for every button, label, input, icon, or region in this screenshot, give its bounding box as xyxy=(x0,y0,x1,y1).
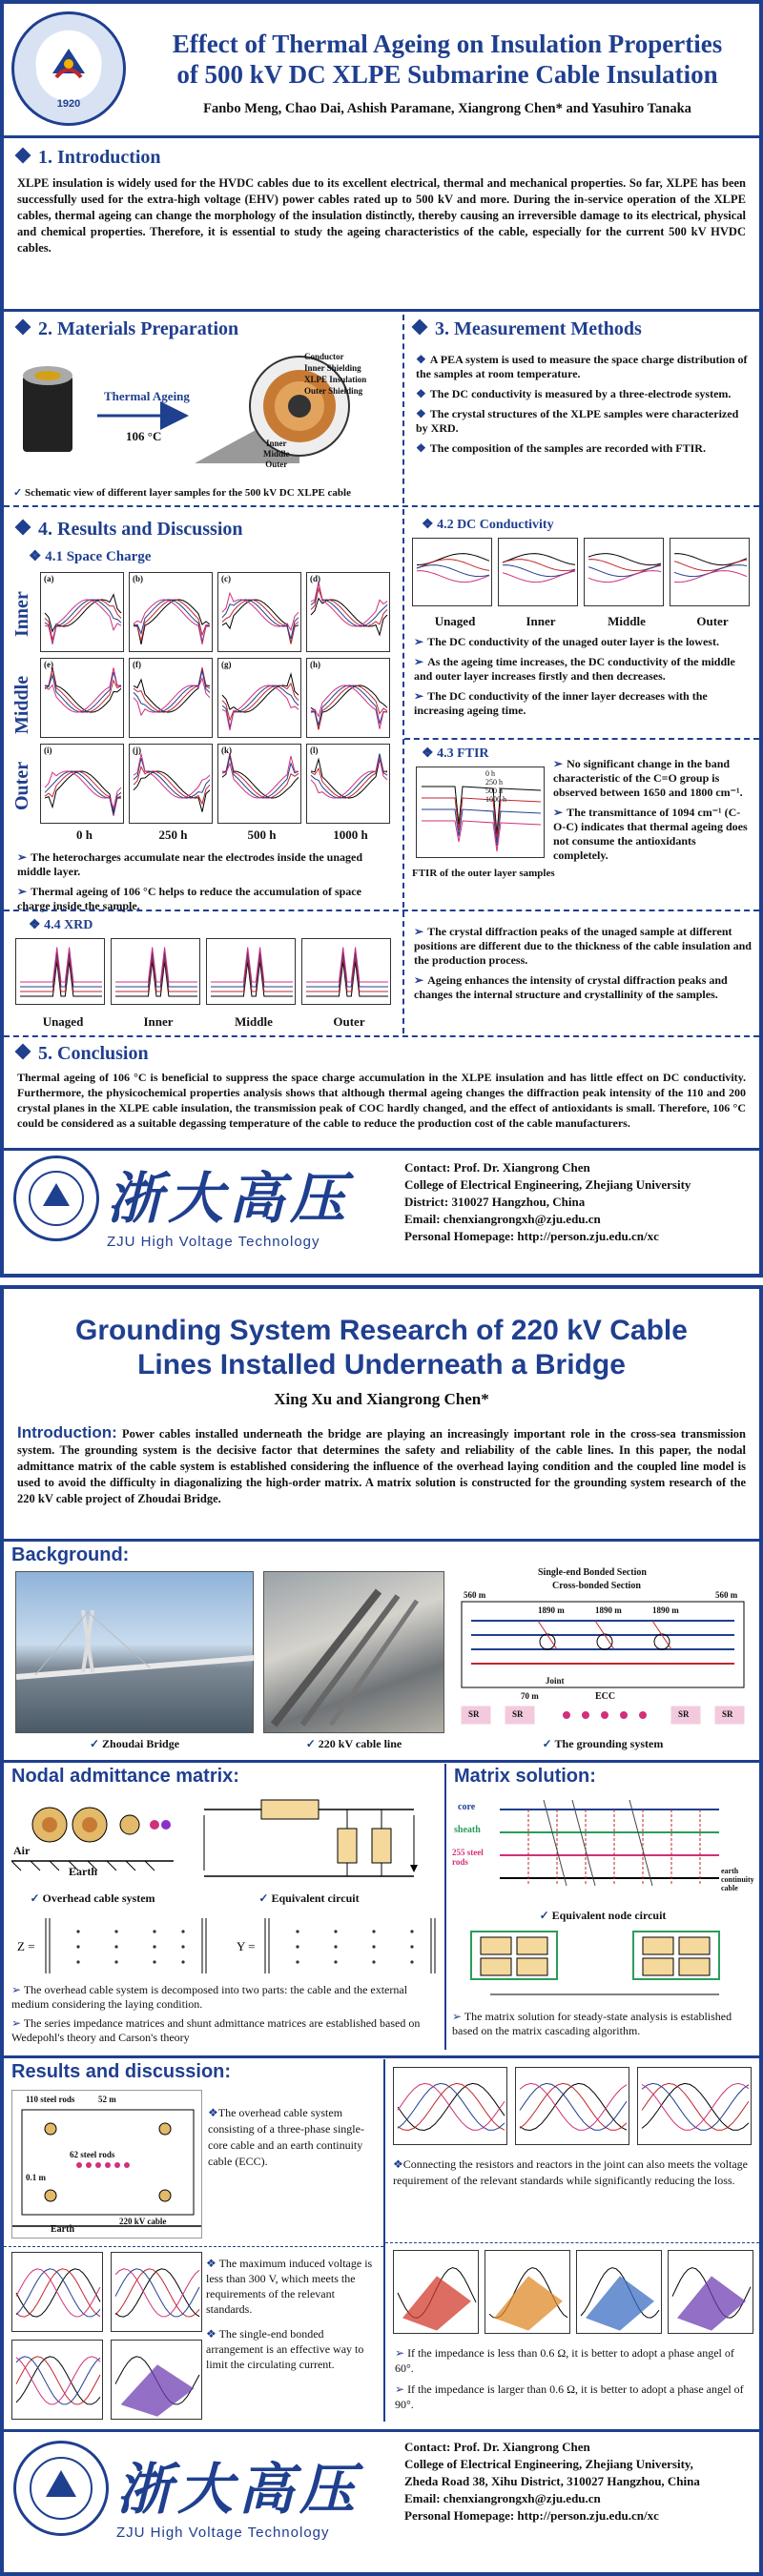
contact-homepage[interactable]: Personal Homepage: http://person.zju.edu.cn/xc xyxy=(404,2508,659,2523)
materials-figure xyxy=(13,349,395,482)
xrd-plot xyxy=(111,938,200,1005)
label-1890m-2: 1890 m xyxy=(595,1605,622,1615)
temperature-label: 106 °C xyxy=(126,429,162,443)
section-divider xyxy=(4,505,759,507)
section-divider-vertical xyxy=(402,911,404,1033)
plot-line xyxy=(503,560,575,571)
xrd-label-middle: Middle xyxy=(235,1014,273,1029)
plot-line xyxy=(306,948,388,983)
grounding-system-diagram xyxy=(452,1564,753,1735)
surface-patch xyxy=(494,2276,563,2330)
dc-bullet: ➢ The DC conductivity of the unaged outer layer is the lowest. xyxy=(414,635,719,648)
results-surface-plots xyxy=(393,2250,755,2336)
header-divider xyxy=(4,135,759,138)
zju-hv-logo xyxy=(116,2444,402,2541)
results-plots-left xyxy=(11,2252,202,2422)
methods-bullet: ❖ The composition of the samples are recorded with FTIR. xyxy=(416,441,706,455)
poster-thermal-ageing xyxy=(0,0,763,1278)
title-line-2: of 500 kV DC XLPE Submarine Cable Insulation xyxy=(176,60,718,89)
plot-line xyxy=(642,2083,749,2130)
section-divider-vertical xyxy=(402,509,404,908)
label-1890m-1: 1890 m xyxy=(538,1605,565,1615)
space-charge-plot xyxy=(40,658,124,738)
space-charge-plot xyxy=(306,572,390,652)
space-charge-grid xyxy=(40,572,395,824)
results-heading: 4. Results and Discussion xyxy=(17,519,243,541)
matrix-illustration xyxy=(11,1912,439,1979)
methods-heading: 3. Measurement Methods xyxy=(414,318,642,340)
title-line-1: Grounding System Research of 220 kV Cable xyxy=(75,1315,688,1346)
contact-homepage[interactable]: Personal Homepage: http://person.zju.edu.cn/xc xyxy=(404,1229,659,1243)
xrd-grid xyxy=(15,938,397,1007)
ftir-plot xyxy=(416,767,545,858)
plot-line xyxy=(45,771,121,812)
caption-grounding: ✓ The grounding system xyxy=(542,1737,664,1750)
results-bullet-4: ❖ The single-end bonded arrangement is an effective way to limit the circulating current. xyxy=(206,2327,364,2371)
dc-conductivity-grid xyxy=(412,538,755,608)
poster1-authors: Fanbo Meng, Chao Dai, Ashish Paramane, Xiangrong Chen* and Yasuhiro Tanaka xyxy=(203,101,691,116)
col-label-500h: 500 h xyxy=(247,828,277,842)
logo-subtitle: ZJU High Voltage Technology xyxy=(107,1234,320,1250)
plot-line xyxy=(588,554,661,565)
intro-label: Introduction: xyxy=(17,1423,117,1441)
check-icon: ✓ xyxy=(13,487,23,499)
results-heading: Results and discussion: xyxy=(11,2061,232,2082)
cable-line-photo xyxy=(263,1571,444,1733)
label-sr-3: SR xyxy=(678,1709,690,1719)
space-charge-plot xyxy=(129,572,213,652)
results-plots-top xyxy=(393,2067,755,2147)
surface-patch xyxy=(121,2364,195,2417)
plot-line xyxy=(222,600,299,639)
space-charge-plot xyxy=(217,572,301,652)
results-bullet-2: ❖Connecting the resistors and reactors in the joint can also meets the voltage requirement of the relevant standards while significantly reducing the loss. xyxy=(393,2157,748,2187)
caption-node-circuit: ✓ Equivalent node circuit xyxy=(539,1909,667,1922)
matrix-bullet: ➢ The matrix solution for steady-state analysis is established based on the matrix cascading algorithm. xyxy=(452,2010,732,2037)
label-sr-1: SR xyxy=(468,1709,480,1719)
plot-line xyxy=(222,685,299,727)
label-62-rods: 62 steel rods xyxy=(70,2150,115,2159)
logo-chinese-text: 浙大高压 xyxy=(116,2457,361,2522)
contact-district: District: 310027 Hangzhou, China xyxy=(404,1195,586,1209)
title-line-1: Effect of Thermal Ageing on Insulation Properties xyxy=(172,30,723,58)
cable-illustration xyxy=(264,1572,445,1734)
results-bullets-left xyxy=(206,2256,380,2372)
xrd-plot xyxy=(206,938,296,1005)
phase-angle-surface-plot xyxy=(393,2250,479,2334)
plot-line xyxy=(134,600,210,642)
zju-hv-logo xyxy=(107,1154,393,1250)
contact-name: Contact: Prof. Dr. Xiangrong Chen xyxy=(404,2440,590,2454)
check-icon: ✓ xyxy=(539,1909,549,1922)
cross-section-svg xyxy=(12,2091,201,2238)
check-icon: ✓ xyxy=(542,1737,552,1750)
surface-patch xyxy=(402,2276,471,2330)
thermal-ageing-label: Thermal Ageing xyxy=(104,389,190,403)
ftir-heading: ❖ 4.3 FTIR xyxy=(422,746,489,761)
col-label-1000h: 1000 h xyxy=(333,828,368,842)
earth-label: Earth xyxy=(69,1865,97,1878)
ftir-caption: FTIR of the outer layer samples xyxy=(412,868,555,879)
plot-line xyxy=(16,2269,100,2317)
ftir-chart xyxy=(417,767,545,858)
label-560m-left: 560 m xyxy=(464,1590,486,1600)
label-cross-bonded: Cross-bonded Section xyxy=(552,1581,641,1591)
label-steel-rods: 255 steel rods xyxy=(452,1848,484,1867)
poster1-title xyxy=(137,29,757,90)
node-circuit-figure xyxy=(452,1790,753,1905)
surface-patch xyxy=(586,2276,654,2330)
footer-divider xyxy=(4,1148,759,1151)
panel-letter: (g) xyxy=(221,660,232,669)
materials-heading: 2. Materials Preparation xyxy=(17,318,238,340)
xrd-bullet: ➢ The crystal diffraction peaks of the unaged sample at different positions are different due to the thickness of the cable insulation and the production process. xyxy=(414,925,752,967)
dc-heading: ❖ 4.2 DC Conductivity xyxy=(422,518,554,532)
dc-bullets xyxy=(414,635,752,724)
xrd-label-unaged: Unaged xyxy=(42,1014,84,1029)
plot-line xyxy=(134,671,210,713)
col-label-250h: 250 h xyxy=(158,828,188,842)
plot-line xyxy=(398,2083,505,2130)
label-1890m-3: 1890 m xyxy=(652,1605,679,1615)
plot-line xyxy=(134,600,210,644)
background-heading: Background: xyxy=(11,1544,130,1565)
nodal-heading: Nodal admittance matrix: xyxy=(11,1766,239,1787)
panel-letter: (f) xyxy=(133,660,141,669)
panel-letter: (a) xyxy=(44,574,54,583)
label-sheath: sheath xyxy=(454,1825,481,1835)
plot-line xyxy=(311,685,387,726)
dc-label-unaged: Unaged xyxy=(434,614,476,628)
dc-label-middle: Middle xyxy=(608,614,646,628)
logo-subtitle: ZJU High Voltage Technology xyxy=(116,2525,330,2541)
caption-overhead: ✓ Overhead cable system xyxy=(30,1891,155,1905)
plot-line xyxy=(417,560,489,571)
circulating-current-plot xyxy=(111,2252,202,2332)
caption-equivalent-circuit: ✓ Equivalent circuit xyxy=(258,1891,360,1905)
intro-divider xyxy=(4,1539,759,1542)
footer-university-seal xyxy=(13,2441,109,2536)
conclusion-text: Thermal ageing of 106 °C is beneficial to suppress the space charge accumulation in the XLPE insulation and has little effect on DC conductivity. Furthermore, the physicochemical properties analysis shows that although thermal ageing changes the diffraction peak intensity of the 110 and 200 crystal planes in the XLPE cable insulation, the transmission peak of COC hardly changed, and the effect of antioxidants is small. Therefore, 106 °C could be considered as a suitable degassing temperature of the cable to reduce the production cost of the cable manufacturers. xyxy=(17,1071,746,1130)
intro-heading: 1. Introduction xyxy=(17,147,161,169)
university-logo xyxy=(11,11,126,126)
plot-line xyxy=(134,754,210,799)
equivalent-circuit-svg xyxy=(185,1790,433,1890)
label-single-end: Single-end Bonded Section xyxy=(538,1567,647,1578)
methods-bullet: ❖ A PEA system is used to measure the space charge distribution of the samples at room temperature. xyxy=(416,353,748,380)
plot-line xyxy=(134,669,210,712)
label-560m-right: 560 m xyxy=(715,1590,738,1600)
poster2-title xyxy=(13,1314,750,1382)
xrd-label-inner: Inner xyxy=(143,1014,174,1029)
plot-line xyxy=(311,583,387,626)
phase-angle-surface-plot xyxy=(576,2250,662,2334)
plot-line xyxy=(134,600,210,644)
section-divider-vertical xyxy=(383,2059,385,2422)
dc-conductivity-plot xyxy=(670,538,750,606)
ftir-bullets xyxy=(553,757,752,869)
svg-text:Z =: Z = xyxy=(17,1939,35,1953)
row-label-inner: Inner xyxy=(11,591,32,637)
cable-layer-labels: Conductor Inner Shielding XLPE Insulation Outer Shielding xyxy=(304,352,367,396)
methods-list xyxy=(416,353,752,461)
space-charge-plot xyxy=(217,658,301,738)
air-label: Air xyxy=(13,1844,31,1857)
plot-line xyxy=(115,948,197,983)
caption-bridge: ✓ Zhoudai Bridge xyxy=(89,1737,180,1750)
plot-line xyxy=(115,2269,199,2317)
section-divider xyxy=(4,1760,759,1763)
caption-cable-line: ✓ 220 kV cable line xyxy=(305,1737,402,1750)
contact-name: Contact: Prof. Dr. Xiangrong Chen xyxy=(404,1160,590,1175)
contact-address: Zheda Road 38, Xihu District, 310027 Hangzhou, China xyxy=(404,2474,700,2488)
label-70m: 70 m xyxy=(521,1691,539,1701)
circulating-current-plot xyxy=(111,2340,202,2420)
check-icon: ✓ xyxy=(258,1891,269,1905)
results-bullets-right xyxy=(395,2345,753,2412)
panel-letter: (h) xyxy=(310,660,320,669)
section-divider xyxy=(4,1035,759,1037)
space-charge-plot xyxy=(217,744,301,824)
results-bullet-1: ❖The overhead cable system consisting of a three-phase single-core cable and an earth continuity cable (ECC). xyxy=(208,2106,364,2168)
results-bullet-6: ➢ If the impedance is larger than 0.6 Ω, it is better to adopt a phase angel of 90°. xyxy=(395,2382,744,2411)
circulating-current-plot xyxy=(11,2252,103,2332)
space-charge-plot xyxy=(129,744,213,824)
materials-caption: ✓ Schematic view of different layer samples for the 500 kV DC XLPE cable xyxy=(13,487,351,499)
footer-university-seal xyxy=(13,1155,99,1241)
poster2-authors: Xing Xu and Xiangrong Chen* xyxy=(274,1390,489,1408)
surface-patch xyxy=(677,2276,746,2330)
diamond-bullet-icon xyxy=(412,319,428,336)
section-divider-vertical xyxy=(444,1764,446,2050)
dc-conductivity-plot xyxy=(584,538,664,606)
cable-region-labels: Inner Middle Outer xyxy=(263,439,290,469)
phase-angle-surface-plot xyxy=(485,2250,570,2334)
induced-voltage-plot xyxy=(637,2067,752,2145)
plot-line xyxy=(16,2357,100,2404)
title-line-2: Lines Installed Underneath a Bridge xyxy=(137,1349,626,1380)
dc-label-outer: Outer xyxy=(696,614,729,628)
section-divider xyxy=(385,2242,759,2243)
impedance-matrices xyxy=(11,1912,439,1979)
xrd-heading: ❖ 4.4 XRD xyxy=(29,918,93,932)
plot-line xyxy=(520,2083,627,2130)
label-core: core xyxy=(458,1802,476,1812)
space-charge-bullet: ➢ Thermal ageing of 106 °C helps to reduce the accumulation of space charge inside the sample. xyxy=(17,885,361,912)
zhoudai-bridge-photo xyxy=(15,1571,254,1733)
plot-line xyxy=(211,948,293,983)
bridge-illustration xyxy=(16,1572,255,1734)
space-charge-bullet: ➢ The heterocharges accumulate near the electrodes inside the unaged middle layer. xyxy=(17,850,363,878)
footer-divider xyxy=(4,2429,759,2432)
plot-line xyxy=(222,684,299,720)
xrd-label-outer: Outer xyxy=(333,1014,365,1029)
diamond-bullet-icon xyxy=(15,148,31,164)
label-0-1m: 0.1 m xyxy=(26,2173,46,2182)
intro-divider xyxy=(4,309,759,312)
plot-line xyxy=(20,948,102,983)
space-charge-plot xyxy=(306,658,390,738)
logo-year: 1920 xyxy=(56,98,81,110)
panel-letter: (c) xyxy=(221,574,231,583)
nodal-bullet: ➢ The series impedance matrices and shunt admittance matrices are established based on Wedepohl's theory and Carson's theory xyxy=(11,2016,421,2044)
panel-letter: (d) xyxy=(310,574,320,583)
panel-letter: (k) xyxy=(221,746,232,755)
plot-line xyxy=(45,600,121,640)
phase-angle-surface-plot xyxy=(668,2250,753,2334)
induced-voltage-plot xyxy=(393,2067,507,2145)
xrd-plot xyxy=(15,938,105,1005)
space-charge-heading: ❖ 4.1 Space Charge xyxy=(29,549,152,564)
row-label-middle: Middle xyxy=(11,675,32,734)
equivalent-circuit-figure xyxy=(185,1790,433,1890)
panel-letter: (e) xyxy=(44,660,53,669)
methods-bullet: ❖ The DC conductivity is measured by a three-electrode system. xyxy=(416,387,732,400)
contact-block xyxy=(404,2439,757,2525)
plot-line xyxy=(503,554,575,565)
dc-conductivity-plot xyxy=(498,538,578,606)
space-charge-plot xyxy=(40,744,124,824)
panel-letter: (j) xyxy=(133,746,141,755)
logo-chinese-text: 浙大高压 xyxy=(107,1166,352,1231)
plot-line xyxy=(222,755,299,798)
panel-letter: (i) xyxy=(44,746,52,755)
contact-email[interactable]: Email: chenxiangrongxh@zju.edu.cn xyxy=(404,1212,601,1226)
contact-college: College of Electrical Engineering, Zhejiang University, xyxy=(404,2457,693,2471)
space-charge-plot xyxy=(40,572,124,652)
label-110-rods: 110 steel rods xyxy=(26,2095,75,2104)
label-sr-2: SR xyxy=(512,1709,524,1719)
bridge-cross-section xyxy=(11,2090,202,2239)
plot-line xyxy=(45,672,121,712)
dc-bullet: ➢ As the ageing time increases, the DC conductivity of the middle and outer layer increases firstly and then decreases. xyxy=(414,655,735,683)
cascading-matrix-figure xyxy=(452,1928,753,2006)
xrd-plot xyxy=(301,938,391,1005)
contact-college: College of Electrical Engineering, Zhejiang University xyxy=(404,1177,691,1192)
label-earth: Earth xyxy=(51,2224,74,2235)
plot-line xyxy=(311,582,387,626)
space-charge-plot xyxy=(129,658,213,738)
check-icon: ✓ xyxy=(89,1737,100,1750)
intro-text: XLPE insulation is widely used for the HVDC cables due to its excellent electrical, thermal and mechanical properties. So far, XLPE has been successfully used for the extra-high voltage (EHV) power cables rated up to 500 kV and more. During the in-service operation of the XLPE cables, thermal ageing can change the morphology of the insulation distinctly, thereby causing an irreversible damage to its electrical, physical and chemical properties. Therefore, it is essential to study the ageing characteristics of the cable, especially for the current 500 kV HVDC cables. xyxy=(17,176,746,255)
poster-grounding-system xyxy=(0,1285,763,2576)
xrd-bullets xyxy=(414,925,752,1008)
ftir-legend: 0 h 250 h 500 h 1000 h xyxy=(485,769,506,804)
contact-block xyxy=(404,1159,757,1245)
col-label-0h: 0 h xyxy=(76,828,93,842)
section-divider-vertical xyxy=(402,315,404,503)
diamond-bullet-icon xyxy=(15,1044,31,1060)
dc-conductivity-plot xyxy=(412,538,492,606)
plot-line xyxy=(417,565,489,577)
plot-line xyxy=(503,571,575,583)
plot-line xyxy=(222,600,299,644)
xrd-bullet: ➢ Ageing enhances the intensity of crystal diffraction peaks and changes the internal structure and crystallinity of the samples. xyxy=(414,973,728,1001)
plot-line xyxy=(311,758,387,798)
intro-text: Power cables installed underneath the bridge are playing an increasingly important role in the cross-sea transmission system. The grounding system is the decisive factor that determines the safety and reliability of the cable lines. In this paper, the nodal admittance matrix of the cable system is established considering the influence of the overhead laying condition and the coupled line model is used to avoid the difficulty in diagonalizing the high-order matrix. A matrix solution is constructed for the grounding system research of the 220 kV cable project of Zhoudai Bridge. xyxy=(17,1427,747,1505)
poster2-intro xyxy=(17,1424,746,1507)
induced-voltage-plot xyxy=(515,2067,629,2145)
section-divider xyxy=(4,910,759,911)
label-ecc: earth continuity cable xyxy=(721,1867,754,1892)
section-divider xyxy=(404,738,759,740)
circulating-current-plot xyxy=(11,2340,103,2420)
diamond-bullet-icon xyxy=(15,520,31,536)
check-icon: ✓ xyxy=(30,1891,40,1905)
ftir-bullet: ➢ No significant change in the band characteristic of the C=O group is observed between 1650 and 1800 cm⁻¹. xyxy=(553,757,743,799)
panel-letter: (l) xyxy=(310,746,319,755)
section-divider xyxy=(4,2246,383,2247)
section-divider xyxy=(4,2055,759,2058)
contact-email[interactable]: Email: chenxiangrongxh@zju.edu.cn xyxy=(404,2491,601,2505)
results-bullet-3: ❖ The maximum induced voltage is less than 300 V, which meets the requirements of the relevant standards. xyxy=(206,2257,373,2316)
matrix-heading: Matrix solution: xyxy=(454,1766,596,1787)
seal-emblem-icon xyxy=(16,2443,106,2533)
row-label-outer: Outer xyxy=(11,761,32,810)
check-icon: ✓ xyxy=(305,1737,316,1750)
conclusion-heading: 5. Conclusion xyxy=(17,1043,149,1065)
overhead-cable-figure xyxy=(11,1792,174,1888)
label-52m: 52 m xyxy=(98,2095,116,2104)
plot-line xyxy=(222,600,299,644)
label-joint: Joint xyxy=(546,1676,565,1686)
methods-bullet: ❖ The crystal structures of the XLPE samples were characterized by XRD. xyxy=(416,407,739,435)
nodal-bullets xyxy=(11,1983,439,2045)
panel-letter: (b) xyxy=(133,574,143,583)
space-charge-plot xyxy=(306,744,390,824)
seal-emblem-icon xyxy=(16,1158,96,1238)
svg-text:Y =: Y = xyxy=(237,1939,256,1953)
ftir-bullet: ➢ The transmittance of 1094 cm⁻¹ (C-O-C) indicates that thermal ageing does not consume the antioxidants completely. xyxy=(553,806,748,862)
nodal-bullet: ➢ The overhead cable system is decomposed into two parts: the cable and the external medium considering the laying condition. xyxy=(11,1983,408,2011)
diamond-bullet-icon xyxy=(15,319,31,336)
results-bullet-5: ➢ If the impedance is less than 0.6 Ω, it is better to adopt a phase angel of 60°. xyxy=(395,2346,734,2375)
label-sr-4: SR xyxy=(722,1709,733,1719)
dc-bullet: ➢ The DC conductivity of the inner layer decreases with the increasing ageing time. xyxy=(414,689,708,717)
label-220kv-cable: 220 kV cable xyxy=(119,2217,167,2226)
dc-label-inner: Inner xyxy=(526,614,556,628)
label-ecc: ECC xyxy=(595,1691,616,1702)
cascading-matrix-svg xyxy=(452,1928,753,2006)
